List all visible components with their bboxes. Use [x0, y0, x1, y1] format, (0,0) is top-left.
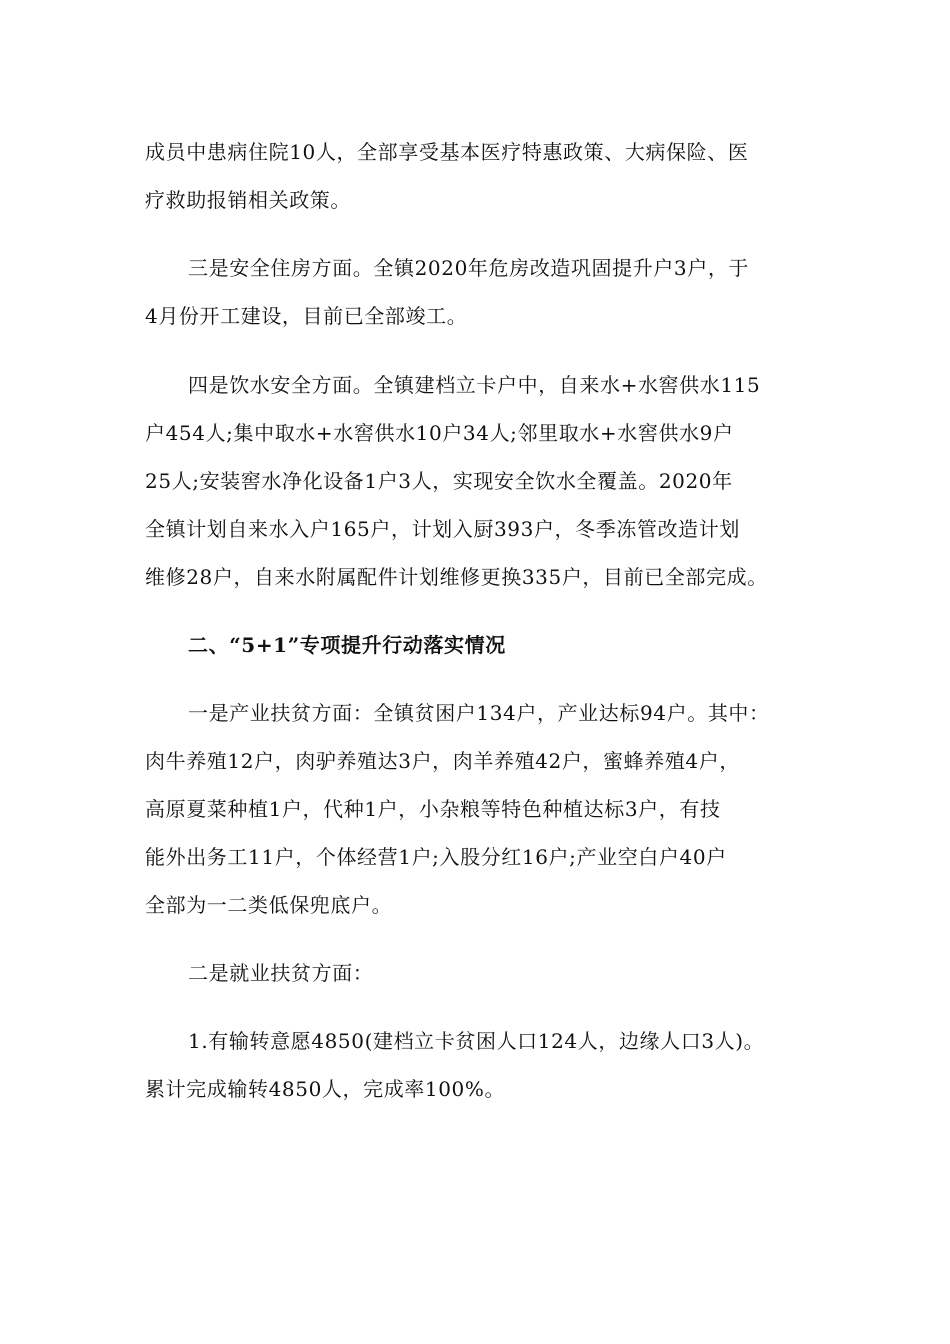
- paragraph-line: 25人;安装窖水净化设备1户3人，实现安全饮水全覆盖。2020年: [145, 469, 733, 493]
- paragraph-line: 一是产业扶贫方面：全镇贫困户134户，产业达标94户。其中：: [188, 701, 770, 725]
- paragraph-line: 4月份开工建设，目前已全部竣工。: [145, 304, 468, 328]
- paragraph-line: 户454人;集中取水+水窖供水10户34人;邻里取水+水窖供水9户: [145, 421, 734, 445]
- paragraph-line: 四是饮水安全方面。全镇建档立卡户中，自来水+水窖供水115: [188, 373, 761, 397]
- section-heading: 二、“5+1”专项提升行动落实情况: [188, 633, 506, 657]
- paragraph-line: 维修28户，自来水附属配件计划维修更换335户，目前已全部完成。: [145, 565, 768, 589]
- paragraph-line: 1.有输转意愿4850(建档立卡贫困人口124人，边缘人口3人)。: [188, 1029, 765, 1053]
- paragraph-line: 能外出务工11户，个体经营1户;入股分红16户;产业空白户40户: [145, 845, 727, 869]
- paragraph-line: 高原夏菜种植1户，代种1户，小杂粮等特色种植达标3户，有技: [145, 797, 721, 821]
- paragraph-line: 全镇计划自来水入户165户，计划入厨393户，冬季冻管改造计划: [145, 517, 740, 541]
- paragraph-line: 二是就业扶贫方面：: [188, 961, 374, 985]
- paragraph-line: 全部为一二类低保兜底户。: [145, 893, 393, 917]
- paragraph-line: 肉牛养殖12户，肉驴养殖达3户，肉羊养殖42户，蜜蜂养殖4户，: [145, 749, 740, 773]
- paragraph-line: 成员中患病住院10人，全部享受基本医疗特惠政策、大病保险、医: [145, 140, 749, 164]
- paragraph-line: 三是安全住房方面。全镇2020年危房改造巩固提升户3户，于: [188, 256, 750, 280]
- paragraph-line: 累计完成输转4850人，完成率100%。: [145, 1077, 506, 1101]
- paragraph-line: 疗救助报销相关政策。: [145, 188, 351, 212]
